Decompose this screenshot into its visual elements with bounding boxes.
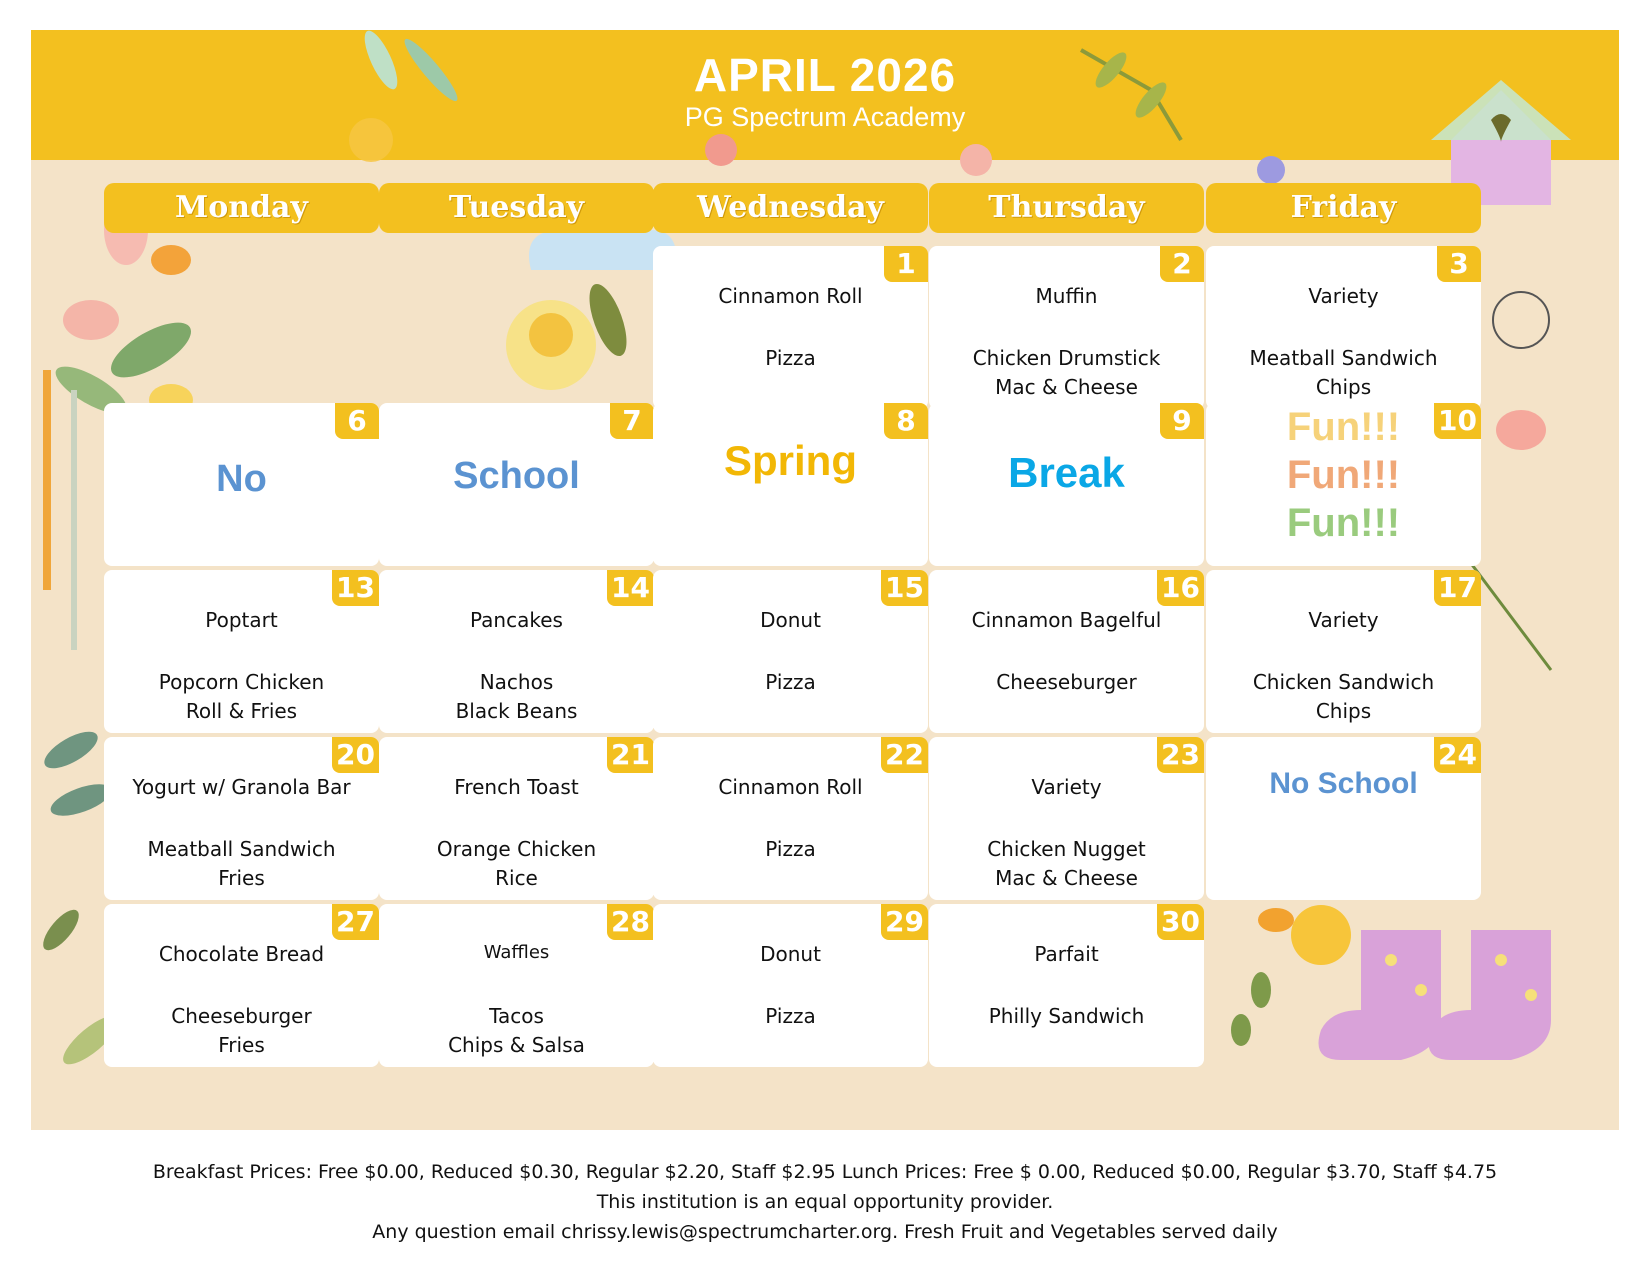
lunch-item: Chicken Drumstick Mac & Cheese — [972, 346, 1161, 399]
no-school-word: No School — [1269, 767, 1418, 800]
breakfast-item: Waffles — [483, 942, 550, 963]
fun-text: Fun!!! — [1286, 405, 1401, 449]
lunch-item: Meatball Sandwich Chips — [1249, 346, 1438, 399]
breakfast-item: Variety — [1308, 284, 1379, 308]
day-cell — [929, 737, 1204, 900]
day-number: 30 — [1157, 904, 1204, 940]
breakfast-item: Donut — [760, 942, 821, 966]
day-number: 15 — [881, 570, 928, 606]
day-cell — [1206, 737, 1481, 900]
lunch-item: Chicken Nugget Mac & Cheese — [987, 837, 1146, 890]
lunch-item: Pizza — [765, 837, 816, 861]
price-info: Breakfast Prices: Free $0.00, Reduced $0.30, Regular $2.20, Staff $2.95 Lunch Prices: Free $ 0.00, Reduced $0.00, Regular $3.70, Staff $4.75 — [152, 1161, 1498, 1183]
day-number: 24 — [1434, 737, 1481, 773]
day-number: 22 — [881, 737, 928, 773]
breakfast-item: Pancakes — [470, 608, 563, 632]
breakfast-item: French Toast — [454, 775, 579, 799]
day-cell — [379, 737, 654, 900]
breakfast-item: Cinnamon Bagelful — [971, 608, 1162, 632]
day-cell — [653, 904, 928, 1067]
no-school-word: School — [453, 455, 580, 497]
day-cell — [1206, 570, 1481, 733]
day-header-tuesday: Tuesday — [379, 183, 654, 233]
day-cell — [653, 403, 928, 566]
day-number: 23 — [1157, 737, 1204, 773]
day-cell — [653, 246, 928, 409]
fun-text: Fun!!! — [1286, 501, 1401, 545]
breakfast-item: Cinnamon Roll — [718, 284, 863, 308]
day-number: 7 — [610, 403, 654, 439]
breakfast-item: Cinnamon Roll — [718, 775, 863, 799]
lunch-item: Tacos Chips & Salsa — [448, 1004, 585, 1057]
day-header-monday: Monday — [104, 183, 379, 233]
day-number: 14 — [607, 570, 654, 606]
breakfast-item: Donut — [760, 608, 821, 632]
lunch-item: Cheeseburger — [996, 670, 1137, 694]
day-number: 1 — [884, 246, 928, 282]
day-cell — [379, 403, 654, 566]
day-number: 21 — [607, 737, 654, 773]
lunch-item: Pizza — [765, 670, 816, 694]
contact-info: Any question email chrissy.lewis@spectrumcharter.org. Fresh Fruit and Vegetables served daily — [372, 1221, 1278, 1243]
day-cell — [379, 904, 654, 1067]
day-header-thursday: Thursday — [929, 183, 1204, 233]
day-number: 16 — [1157, 570, 1204, 606]
day-number: 17 — [1434, 570, 1481, 606]
day-number: 28 — [607, 904, 654, 940]
day-number: 3 — [1437, 246, 1481, 282]
day-cell — [1206, 403, 1481, 566]
day-number: 27 — [332, 904, 379, 940]
breakfast-item: Yogurt w/ Granola Bar — [132, 775, 351, 799]
day-cell — [929, 403, 1204, 566]
calendar-title: APRIL 2026 — [693, 49, 957, 101]
spring-word: Spring — [724, 437, 857, 484]
breakfast-item: Variety — [1308, 608, 1379, 632]
day-number: 13 — [332, 570, 379, 606]
lunch-item: Chicken Sandwich Chips — [1252, 670, 1435, 723]
break-word: Break — [1008, 449, 1125, 496]
day-cell — [104, 570, 379, 733]
breakfast-item: Poptart — [205, 608, 278, 632]
day-number: 10 — [1434, 403, 1481, 439]
fun-text: Fun!!! — [1286, 453, 1401, 497]
breakfast-item: Variety — [1031, 775, 1102, 799]
lunch-item: Philly Sandwich — [988, 1004, 1145, 1028]
lunch-item: Pizza — [765, 1004, 816, 1028]
day-cell — [653, 737, 928, 900]
day-cell — [104, 904, 379, 1067]
lunch-item: Popcorn Chicken Roll & Fries — [158, 670, 325, 723]
breakfast-item: Muffin — [1035, 284, 1098, 308]
calendar-frame — [31, 30, 1619, 1130]
lunch-item: Cheeseburger Fries — [171, 1004, 312, 1057]
equal-opportunity-note: This institution is an equal opportunity provider. — [596, 1191, 1054, 1213]
breakfast-item: Parfait — [1034, 942, 1099, 966]
school-name: PG Spectrum Academy — [684, 102, 966, 132]
day-cell — [929, 246, 1204, 409]
lunch-item: Pizza — [765, 346, 816, 370]
day-number: 8 — [884, 403, 928, 439]
day-cell — [104, 403, 379, 566]
day-number: 9 — [1160, 403, 1204, 439]
lunch-item: Meatball Sandwich Fries — [147, 837, 336, 890]
day-header-friday: Friday — [1206, 183, 1481, 233]
day-cell — [379, 570, 654, 733]
day-cell — [929, 570, 1204, 733]
day-cell — [1206, 246, 1481, 409]
day-header-wednesday: Wednesday — [653, 183, 928, 233]
breakfast-item: Chocolate Bread — [158, 942, 325, 966]
day-number: 29 — [881, 904, 928, 940]
day-cell — [653, 570, 928, 733]
lunch-item: Nachos Black Beans — [455, 670, 578, 723]
day-number: 20 — [332, 737, 379, 773]
no-school-word: No — [216, 458, 267, 500]
day-cell — [104, 737, 379, 900]
day-number: 2 — [1160, 246, 1204, 282]
day-number: 6 — [335, 403, 379, 439]
day-cell — [929, 904, 1204, 1067]
lunch-item: Orange Chicken Rice — [436, 837, 597, 890]
